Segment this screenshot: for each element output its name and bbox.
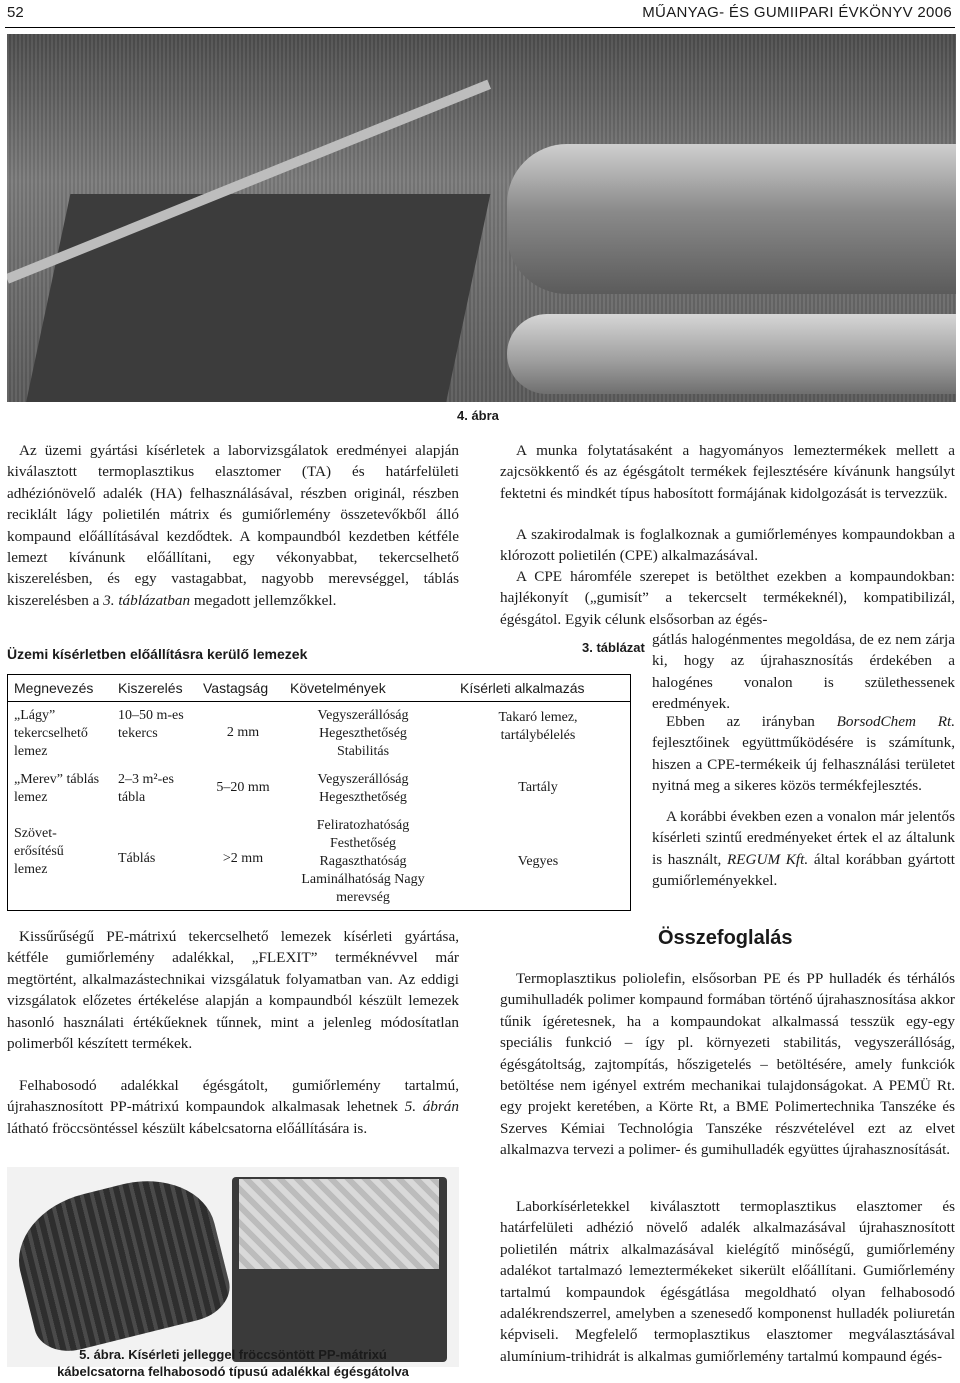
table-cell: 2–3 m²-es tábla xyxy=(118,772,174,805)
table-cell: Vegyszerállóság Hegeszthetőség Stabilitás xyxy=(317,708,409,759)
table-cell: Táblás xyxy=(118,851,156,866)
table-cell: Vegyszerállóság Hegeszthetőség xyxy=(317,772,409,805)
figure-5-caption: 5. ábra. Kísérleti jelleggel fröccsöntött PP-mátrixú kábelcsatorna felhabosodó típusú adalékkal égésgátolva xyxy=(57,1347,409,1379)
col-header-name: Megnevezés xyxy=(14,680,94,696)
table-cell: Takaró lemez, tartálybélelés xyxy=(498,710,578,743)
col-header-pack: Kiszerelés xyxy=(118,680,183,696)
table-cell: 10–50 m-es tekercs xyxy=(118,708,184,741)
table-cell: 5–20 mm xyxy=(216,780,270,795)
col-header-thickness: Vastagság xyxy=(203,680,269,696)
right-paragraph-3: A CPE háromféle szerepet is betölthet ezekben a kompaundokban: hajlékonyít („gumisít” a tekercselt termékeknél), kompatibilizál, égésgátol. Egyik célunk elsősorban az égés- xyxy=(500,568,955,628)
table-cell: Tartály xyxy=(518,780,558,795)
table-cell: „Merev” táblás lemez xyxy=(14,772,100,805)
conveyor-sheet xyxy=(24,194,491,402)
summary-heading: Összefoglalás xyxy=(658,927,793,949)
table-cell: >2 mm xyxy=(222,851,264,866)
table-number: 3. táblázat xyxy=(582,640,645,655)
table-cell: Vegyes xyxy=(517,854,559,869)
table-cell: „Lágy” tekercselhető lemez xyxy=(14,708,88,759)
table-cell: Szövet-erősítésű lemez xyxy=(14,826,64,877)
page-number: 52 xyxy=(7,4,24,21)
calender-roll-upper xyxy=(507,144,956,294)
calender-roll-lower xyxy=(507,314,956,394)
right-paragraph-2: A szakirodalmak is foglalkoznak a gumiőrleményes kompaundokban a klórozott polietilén (CPE) alkalmazásával. xyxy=(500,526,955,565)
header-rule xyxy=(5,27,955,28)
table-title: Üzemi kísérletben előállításra kerülő lemezek xyxy=(7,646,308,662)
figure-4-photo xyxy=(7,34,956,402)
left-paragraph-3: Felhabosodó adalékkal égésgátolt, gumiőrlemény tartalmú, újrahasznosított PP-mátrixú kompaundok alkalmasak lehetnek 5. ábrán látható fröccsöntéssel készült kábelcsatorna előállítására is. xyxy=(7,1077,459,1137)
col-header-requirements: Követelmények xyxy=(290,680,386,696)
data-table xyxy=(7,674,631,911)
figure-5-photo xyxy=(7,1167,459,1367)
cable-channel xyxy=(7,1167,236,1359)
col-header-application: Kísérleti alkalmazás xyxy=(460,680,585,696)
table-cell: Feliratozhatóság Festhetőség Ragaszthatóság Laminálhatóság Nagy merevség xyxy=(301,818,425,905)
cable-box-lid xyxy=(239,1179,439,1269)
right-paragraph-3-continued: gátlás halogénmentes megoldása, de ez nem zárja ki, hogy az újrahasznosítás érdekében a halogénes vonalon is születhessenek eredmények. xyxy=(652,631,955,713)
right-paragraph-1: A munka folytatásaként a hagyományos lemeztermékek mellett a zajcsökkentő és az égésgátolt termékek fejlesztésére kívánunk hangsúlyt fektetni és mindkét típus habosított formájának kidolgozását is tervezzük. xyxy=(500,442,955,502)
summary-paragraph-2: Laborkísérletekkel kiválasztott termoplasztikus elasztomer és határfelületi adhézió növelő adalék alkalmazásával újrahasznosított polietilén mátrix alkalmazásával kielégítő minőségű, gumiőrlemény adalékot tartalmazó lemeztermékeket sikerült előállítani. Gumiőrlemény tartalmú kompaundok égésgátlása megoldható olyan felhabosodó adalékrendszerrel, amelyben a szenesedő komponenst hulladék poliuretán képviseli. Megfelelő termoplasztikus elasztomer megválasztásával alumínium-trihidrát is alkalmas gumiőrlemény tartalmú kompaund égés- xyxy=(500,1198,955,1365)
right-paragraph-4: Ebben az irányban BorsodChem Rt. fejlesztőinek együttműködésére is számítunk, hiszen a CPE-termékeik új felhasználási területet nyitná meg a sikeres közös termékfejlesztés. xyxy=(652,713,956,795)
table-cell: 2 mm xyxy=(226,725,260,740)
left-paragraph-1: Az üzemi gyártási kísérletek a laborvizsgálatok eredményei alapján kiválasztott termoplasztikus elasztomer (TA) és határfelületi adhéziónövelő adalék (HA) felhasználásával, részben originál, részben reciklált lágy polietilén mátrix és gumiőrlemény összetevőkből álló kompaund előállításával kezdődtek. A kompaundból kezdetben kétféle lemezt kívánunk előállítani, egy vékonyabbat, tekercselhető kiszerelésben, és egy vastagabbat, nagyobb merevséggel, táblás kiszerelésben a 3. táblázatban megadott jellemzőkkel. xyxy=(7,442,459,609)
summary-paragraph-1: Termoplasztikus poliolefin, elsősorban PE és PP hulladék és térhálós gumihulladék polimer kompaund formában történő újrahasznosítása akkor tűnik ígéretesnek, ha a kompaundokat alkalmassá tesszük egy-egy speciális funkció – így pl. környezeti stabilitás, vegyszerállóság, égésgátoltság, zajtompítás, hőszigetelés – betöltésére, amely funkciók betöltése nem igényel extrém mechanikai tulajdonságokat. A PEMÜ Rt. egy projekt keretében, a Körte Rt, a BME Polimertechnika Tanszéke és Szerves Kémiai Technológia Tanszéke részvételével ezt az elvet alkalmazva tervezi a polimer- és gumihulladék együttes újrahasznosítását. xyxy=(500,970,955,1159)
table-header-row xyxy=(8,675,630,702)
running-header xyxy=(0,4,960,26)
right-paragraph-5: A korábbi években ezen a vonalon már jelentős kísérleti szintű eredményeket értek el az általunk is használt, REGUM Kft. által korábban gyártott gumiőrleményekkel. xyxy=(652,808,956,890)
figure-4-caption: 4. ábra xyxy=(457,408,499,423)
journal-title: MŰANYAG- ÉS GUMIIPARI ÉVKÖNYV 2006 xyxy=(642,4,952,21)
left-paragraph-2: Kissűrűségű PE-mátrixú tekercselhető lemezek kísérleti gyártása, kétféle gumiőrlemény adalékkal, „FLEXIT” terméknévvel már megtörtént, alkalmazástechnikai vizsgálatuk folyamatban van. Az eddigi vizsgálatok előzetes értékelése alapján a kompaundból készült lemezek hasonló használati értékűeknek tűnnek, mint a jelenleg módosítatlan polimerből készített termékek. xyxy=(7,928,459,1053)
